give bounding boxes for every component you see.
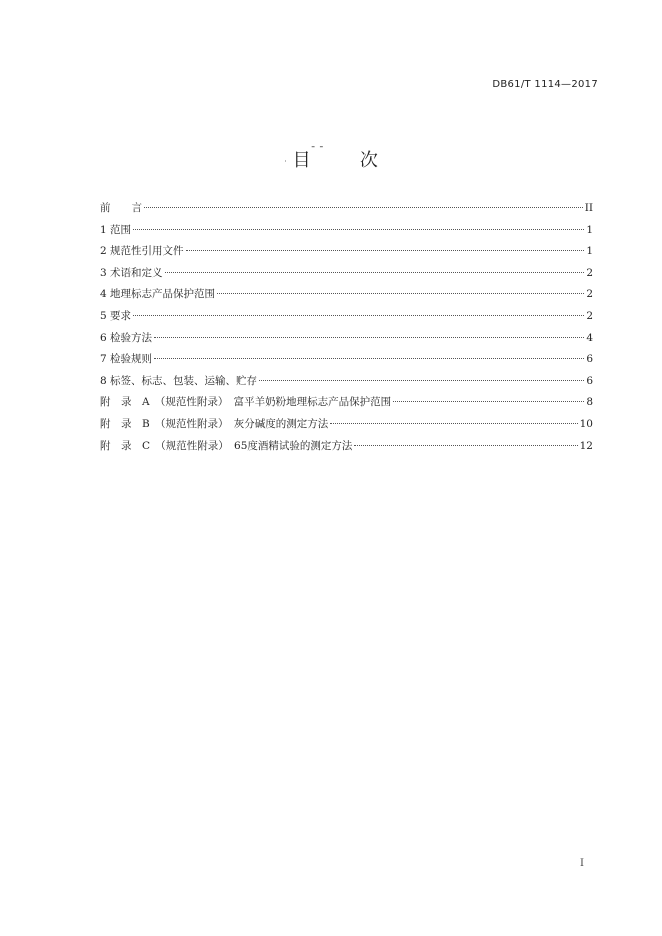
title-dot: · [284,156,287,166]
page-number: I [580,858,584,869]
toc-entry-page: 2 [586,266,593,279]
toc-leader [144,207,583,208]
toc-entry[interactable] [100,200,593,222]
toc-entry[interactable] [100,416,593,438]
toc-entry[interactable] [100,222,593,244]
toc-entry[interactable] [100,243,593,265]
toc-leader [330,423,577,424]
toc-leader [154,337,584,338]
toc-leader [259,380,584,381]
title-char-1: 目 [292,150,311,171]
toc-entry-label: 4 地理标志产品保护范围 [100,288,216,301]
toc-leader [165,272,585,273]
toc-entry-page: 6 [586,353,593,366]
document-code: DB61/T 1114—2017 [492,79,598,90]
toc-entry-label: 前 言 [100,202,142,214]
toc-entry-label: 附 录 A （规范性附录） 富平羊奶粉地理标志产品保护范围 [100,396,392,409]
title-marks: ¯ ¯ [310,146,324,157]
toc-leader [186,250,585,251]
toc-entry-page: 1 [586,245,593,258]
toc-entry[interactable] [100,286,593,308]
toc-entry-page: 6 [586,374,593,387]
toc-leader [133,229,584,230]
toc-entry-page: 12 [579,439,593,452]
toc-leader [393,401,584,402]
toc-entry-label: 3 术语和定义 [100,266,163,279]
toc-entry[interactable] [100,308,593,330]
toc-entry[interactable] [100,351,593,373]
title-char-2: 次 [359,150,378,171]
toc-entry-page: 2 [586,288,593,301]
toc-entry-page: 8 [586,396,593,409]
toc-entry[interactable] [100,265,593,287]
toc-entry-label: 8 标签、标志、包装、运输、贮存 [100,374,258,387]
toc-entry-label: 附 录 C （规范性附录） 65度酒精试验的测定方法 [100,439,353,452]
toc-entry-page: 1 [586,223,593,236]
toc-entry-label: 7 检验规则 [100,353,153,366]
toc-entry[interactable] [100,438,593,460]
toc-entry-label: 5 要求 [100,309,132,322]
toc-entry-label: 1 范围 [100,223,132,236]
toc-entry[interactable] [100,330,593,352]
toc-entry-label: 附 录 B （规范性附录） 灰分碱度的测定方法 [100,417,329,430]
toc-entry[interactable] [100,373,593,395]
toc-entry-label: 2 规范性引用文件 [100,245,184,258]
toc-entry-page: II [584,202,593,214]
toc-entry-page: 10 [579,417,593,430]
toc-entry[interactable] [100,394,593,416]
toc-entry-label: 6 检验方法 [100,331,153,344]
toc-leader [217,293,584,294]
toc-entry-page: 2 [586,309,593,322]
toc-leader [133,315,584,316]
toc-entry-page: 4 [586,331,593,344]
toc-leader [354,445,577,446]
toc-leader [154,358,584,359]
toc-title [0,146,662,172]
table-of-contents [100,200,593,459]
